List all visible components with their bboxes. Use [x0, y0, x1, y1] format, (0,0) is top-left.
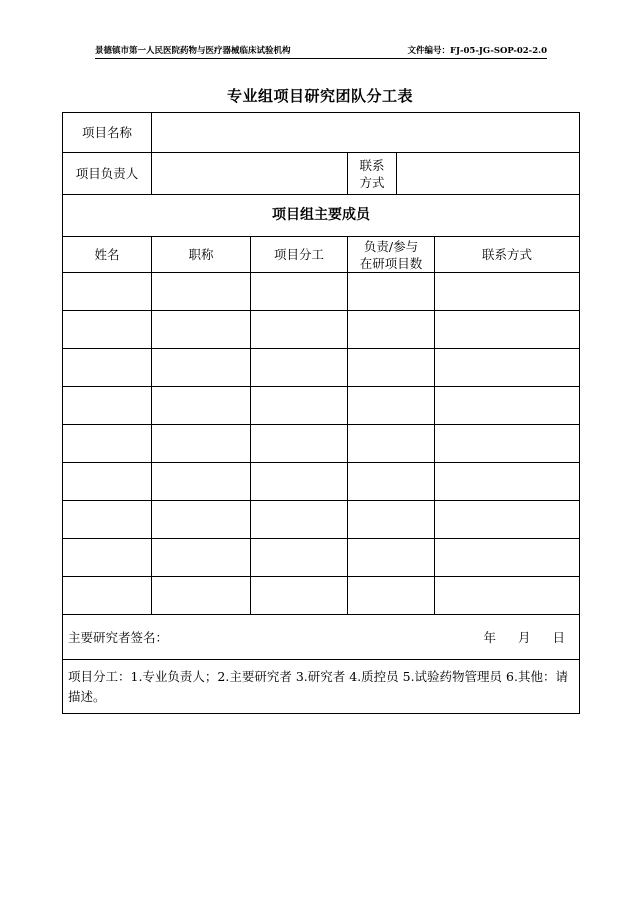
member-title-cell[interactable] — [152, 425, 251, 463]
member-title-cell[interactable] — [152, 577, 251, 615]
member-row — [63, 387, 580, 425]
members-section-title: 项目组主要成员 — [63, 195, 580, 237]
member-role-cell[interactable] — [251, 387, 348, 425]
member-role-cell[interactable] — [251, 501, 348, 539]
member-title-cell[interactable] — [152, 349, 251, 387]
member-role-cell[interactable] — [251, 577, 348, 615]
project-name-label: 项目名称 — [63, 113, 152, 153]
document-number: 文件编号：FJ-05-JG-SOP-02-2.0 — [407, 46, 547, 56]
member-name-cell[interactable] — [63, 501, 152, 539]
member-role-cell[interactable] — [251, 463, 348, 501]
document-title: 专业组项目研究团队分工表 — [226, 87, 413, 105]
members-section-row — [63, 195, 580, 237]
member-title-cell[interactable] — [152, 463, 251, 501]
member-row — [63, 463, 580, 501]
member-role-cell[interactable] — [251, 311, 348, 349]
signature-label: 主要研究者签名： — [68, 630, 169, 645]
member-row — [63, 311, 580, 349]
member-contact-cell[interactable] — [435, 273, 580, 311]
column-header-count-line2: 在研项目数 — [359, 255, 423, 271]
member-name-cell[interactable] — [63, 311, 152, 349]
column-header-title: 职称 — [152, 237, 251, 273]
member-name-cell[interactable] — [63, 273, 152, 311]
column-header-count-line1: 负责/参与 — [363, 238, 419, 254]
signature-cell[interactable] — [63, 615, 580, 660]
role-note: 项目分工：1.专业负责人；2.主要研究者 3.研究者 4.质控员 5.试验药物管理员 6.其他：请描述。 — [63, 660, 580, 714]
member-count-cell[interactable] — [348, 539, 435, 577]
member-row — [63, 577, 580, 615]
team-assignment-table — [62, 112, 580, 714]
column-header-role: 项目分工 — [251, 237, 348, 273]
role-note-row — [63, 660, 580, 714]
member-contact-cell[interactable] — [435, 501, 580, 539]
member-contact-cell[interactable] — [435, 463, 580, 501]
date-day-label: 日 — [552, 630, 566, 645]
member-name-cell[interactable] — [63, 349, 152, 387]
member-contact-cell[interactable] — [435, 425, 580, 463]
signature-date — [462, 629, 566, 646]
project-name-field[interactable] — [152, 113, 580, 153]
project-name-row — [63, 113, 580, 153]
contact-label-line2: 方式 — [359, 174, 385, 190]
project-leader-row — [63, 153, 580, 195]
column-header-project-count — [348, 237, 435, 273]
signature-row — [63, 615, 580, 660]
member-count-cell[interactable] — [348, 273, 435, 311]
member-name-cell[interactable] — [63, 425, 152, 463]
member-contact-cell[interactable] — [435, 577, 580, 615]
member-row — [63, 425, 580, 463]
member-contact-cell[interactable] — [435, 349, 580, 387]
member-title-cell[interactable] — [152, 387, 251, 425]
contact-label-line1: 联系 — [359, 157, 385, 173]
member-row — [63, 539, 580, 577]
member-row — [63, 273, 580, 311]
contact-label — [348, 153, 397, 195]
member-role-cell[interactable] — [251, 273, 348, 311]
member-role-cell[interactable] — [251, 539, 348, 577]
member-name-cell[interactable] — [63, 539, 152, 577]
member-row — [63, 349, 580, 387]
member-title-cell[interactable] — [152, 273, 251, 311]
member-count-cell[interactable] — [348, 577, 435, 615]
member-count-cell[interactable] — [348, 387, 435, 425]
members-column-header-row — [63, 237, 580, 273]
member-name-cell[interactable] — [63, 387, 152, 425]
member-count-cell[interactable] — [348, 501, 435, 539]
date-month-label: 月 — [518, 630, 531, 645]
member-name-cell[interactable] — [63, 463, 152, 501]
date-year-label: 年 — [483, 630, 497, 645]
member-count-cell[interactable] — [348, 425, 435, 463]
member-role-cell[interactable] — [251, 425, 348, 463]
institution-name: 景德镇市第一人民医院药物与医疗器械临床试验机构 — [95, 46, 291, 56]
member-count-cell[interactable] — [348, 311, 435, 349]
leader-contact-field[interactable] — [397, 153, 580, 195]
member-role-cell[interactable] — [251, 349, 348, 387]
column-header-contact: 联系方式 — [435, 237, 580, 273]
member-row — [63, 501, 580, 539]
member-count-cell[interactable] — [348, 349, 435, 387]
member-title-cell[interactable] — [152, 311, 251, 349]
member-name-cell[interactable] — [63, 577, 152, 615]
member-contact-cell[interactable] — [435, 539, 580, 577]
member-contact-cell[interactable] — [435, 311, 580, 349]
member-count-cell[interactable] — [348, 463, 435, 501]
column-header-name: 姓名 — [63, 237, 152, 273]
member-title-cell[interactable] — [152, 539, 251, 577]
project-leader-label: 项目负责人 — [63, 153, 152, 195]
page-header — [95, 38, 547, 59]
project-leader-field[interactable] — [152, 153, 348, 195]
member-title-cell[interactable] — [152, 501, 251, 539]
member-contact-cell[interactable] — [435, 387, 580, 425]
